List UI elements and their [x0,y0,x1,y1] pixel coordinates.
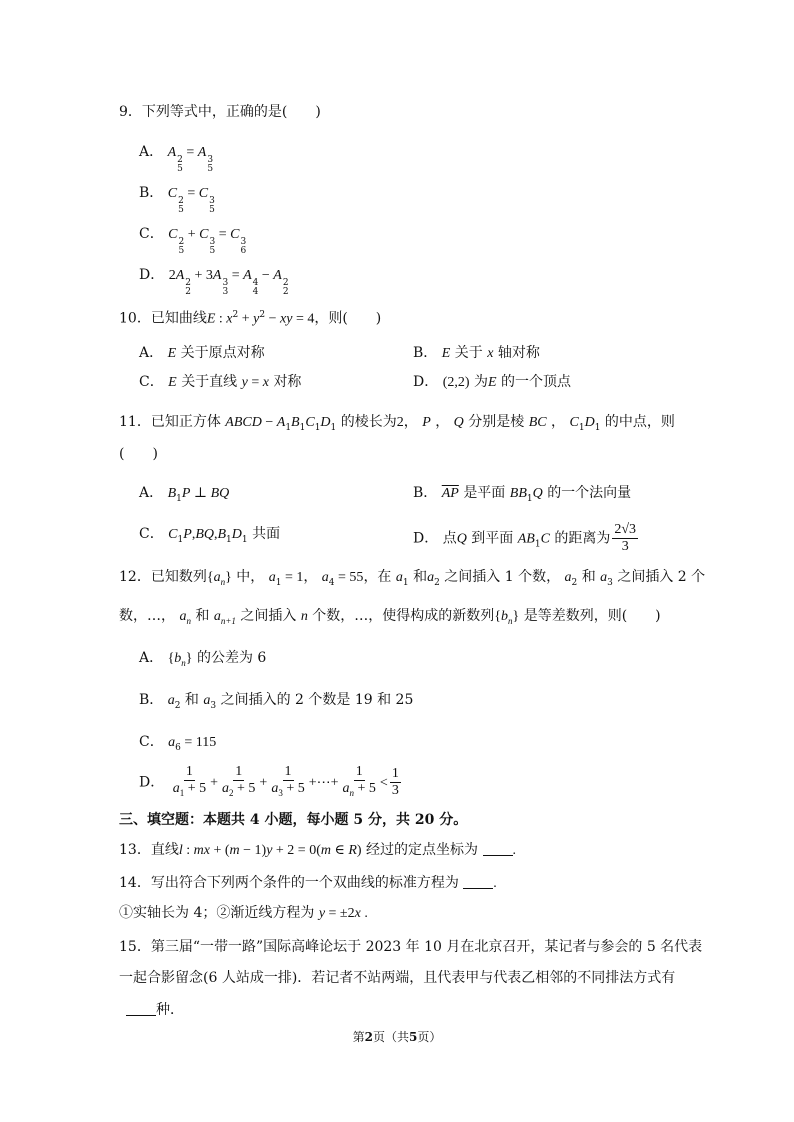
option-9b: B． C 2 5 = C 3 5 [139,185,215,215]
question-10-stem: 10．已知曲线E : $x^2 + y^2$ − xy = 4，则( ) [119,310,382,327]
option-9d: D． 2A 2 2 + 3A 3 3 = A 4 4 − A 2 2 [139,267,289,297]
answer-blank-15[interactable] [126,1001,156,1016]
question-15-line2: 一起合影留念(6 人站成一排)．若记者不站两端，且代表甲与代表乙相邻的不同排法方式有 [119,970,676,986]
section-3-heading: 三、填空题：本题共 4 小题，每小题 5 分，共 20 分。 [119,812,468,828]
answer-blank-13[interactable] [483,841,513,856]
option-10b: B． E 关于 x 轴对称 [413,345,540,361]
option-10a: A． E 关于原点对称 [139,345,265,361]
question-13: 13．直线l : mx + (m − 1)y + 2 = 0(m ∈ R) 经过的定点坐标为 . [119,842,516,858]
option-11d: D． 点Q 到平面 $AB_1C$ 的距离为 $\frac{2√3}{3}$ [413,522,637,554]
option-12b: B． $a_2$ 和 $a_3$ 之间插入的 2 个数是 19 和 25 [139,692,414,711]
option-10d: D． (2,2) 为E 的一个顶点 [413,374,571,390]
question-11-paren: ( ) [119,446,158,462]
question-12-stem-line1: 12．已知数列$\{a_n\}$ 中， $a_1 = 1$， $a_4 = 55$，在 $a_1$ 和$a_2$ 之间插入 1 个数， $a_2$ 和 $a_3$ 之间插入 2 个 [119,569,706,588]
page-footer: 第2页（共5页） [352,1030,442,1044]
question-9-stem: 9．下列等式中，正确的是( ) [119,104,321,120]
option-9c: C． C 2 5 + C 3 5 = C 3 6 [139,226,247,256]
question-15-line1: 15．第三届“一带一路”国际高峰论坛于 2023 年 10 月在北京召开，某记者与参会的 5 名代表 [119,939,703,955]
option-11a: A． $B_1P$ ⊥ BQ [139,485,230,504]
answer-blank-14[interactable] [463,874,493,889]
question-11-stem: 11．已知正方体 ABCD − $A_1B_1C_1D_1$ 的棱长为2， P ， Q 分别是棱 BC ， $C_1D_1$ 的中点，则 [119,414,675,433]
option-10c: C． E 关于直线 y = x 对称 [139,374,302,390]
option-12d: D． $\frac{1}{a_1 + 5}$ + $\frac{1}{a_2 + 5}$ + $\frac{1}{a_3 + 5}$ +⋯+ $\frac{1}{a_n + 5}$ < $\frac{1}{3}$ [139,764,399,798]
option-12c: C． $a_6 = 115$ [139,734,217,753]
question-14: 14．写出符合下列两个条件的一个双曲线的标准方程为 . [119,875,497,891]
option-9a: A． A 2 5 = A 3 5 [139,144,214,174]
option-11b: B． $\overline{AP}$ 是平面 $BB_1Q$ 的一个法向量 [413,485,632,504]
option-11c: C． $C_1P,BQ,B_1D_1$ 共面 [139,526,281,545]
question-15-line3: 种． [126,1000,184,1020]
question-12-stem-line2: 数，…， $a_n$ 和 $a_{n+1}$ 之间插入 n 个数，…，使得构成的新数列$\{b_n\}$ 是等差数列，则( ) [119,608,661,626]
question-14-conditions: ①实轴长为 4；②渐近线方程为 y = ±2x . [119,905,368,921]
option-12a: A． $\{b_n\}$ 的公差为 6 [139,650,267,668]
